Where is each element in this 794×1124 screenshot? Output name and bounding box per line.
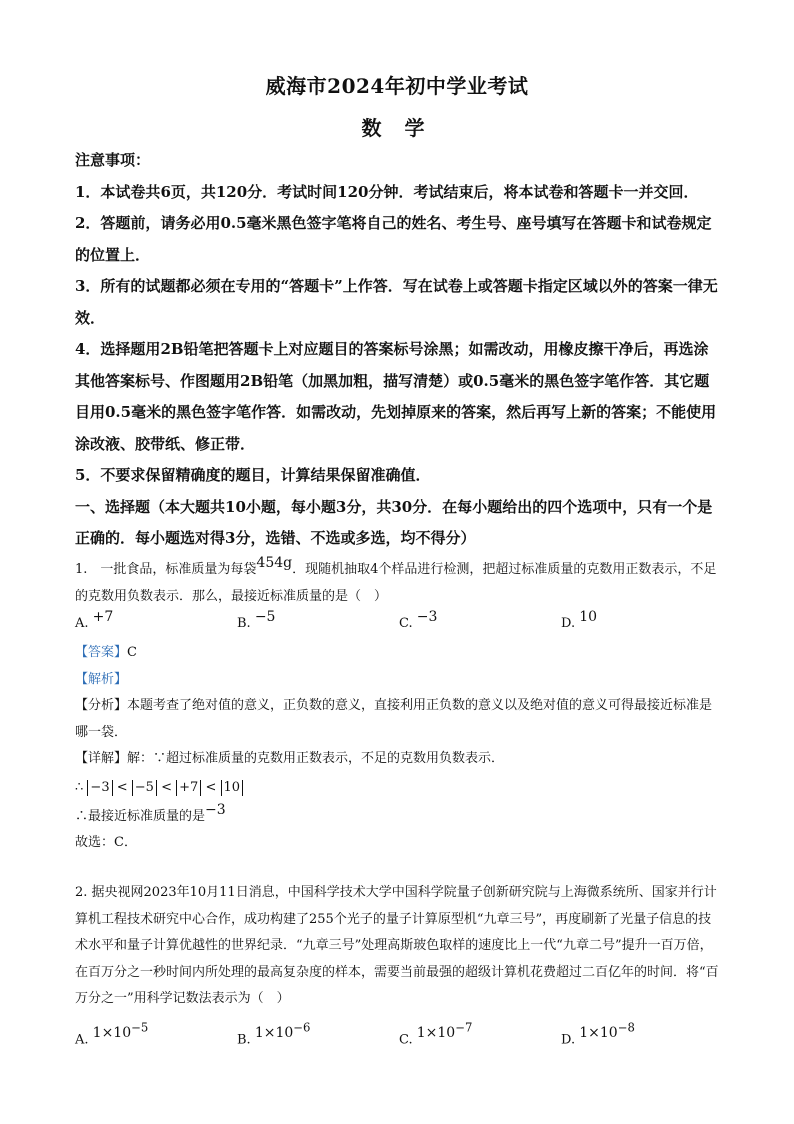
option-c: C. $1\times 10^{-7}$: [399, 1020, 473, 1048]
notice-item: 1．本试卷共6页，共120分．考试时间120分钟．考试结束后，将本试卷和答题卡一并交回．: [75, 182, 699, 201]
notice-heading: 注意事项：: [75, 151, 151, 169]
section-heading: 一、选择题（本大题共10小题，每小题3分，共30分．在每小题给出的四个选项中，只有一个是正确的．每小题选对得3分，选错、不选或多选，均不得分）: [75, 497, 713, 547]
analysis-label: 【解析】: [75, 671, 128, 687]
option-b: B. −5: [237, 609, 276, 631]
question-1-options: [75, 610, 721, 640]
answer-line: 【答案】C: [75, 645, 137, 660]
question-2-options: [75, 1021, 721, 1051]
exam-title: 威海市2024年初中学业考试: [265, 74, 529, 98]
exam-subject: 数 学: [361, 116, 433, 140]
option-b: B. $1\times 10^{-6}$: [237, 1020, 311, 1048]
notice-item: 5．不要求保留精确度的题目，计算结果保留准确值．: [75, 466, 431, 484]
option-a: A. $1\times 10^{-5}$: [75, 1020, 149, 1048]
detail-line: 【详解】解：∵超过标准质量的克数用正数表示，不足的克数用负数表示．: [75, 751, 505, 766]
question-1: [75, 556, 721, 857]
option-d: D. $1\times 10^{-8}$: [561, 1020, 635, 1048]
question-2-stem: 2. 据央视网2023年10月11日消息，中国科学技术大学中国科学院量子创新研究院与上海微系统所、国家并行计算机工程技术研究中心合作，成功构建了255个光子的量子计算原型机“九章三号”，再度刷新了光量子信息的技术水平和量子计算优越性的世界纪录．“九章三号”处理高斯玻色取样的速度比上一代“九章二号”提升一百万倍，在百万分之一秒时间内所处理的最高复杂度的样本，需要当前最强的超级计算机花费超过二百亿年的时间．将“百万分之一”用科学记数法表示为（ ）: [75, 885, 719, 1006]
standard-mass: 454g: [256, 555, 293, 571]
option-c: C. −3: [399, 609, 438, 631]
option-d: D. 10: [561, 609, 598, 631]
abs-comparison: ∴ −3 < −5 < +7 < 10: [75, 773, 721, 803]
notice-item: 4．选择题用2B铅笔把答题卡上对应题目的答案标号涂黑；如需改动，用橡皮擦干净后，再选涂其他答案标号、作图题用2B铅笔（加黑加粗，描写清楚）或0.5毫米的黑色签字笔作答．其它题目用0.5毫米的黑色签字笔作答．如需改动，先划掉原来的答案，然后再写上新的答案；不能使用涂改液、胶带纸、修正带．: [75, 340, 717, 453]
question-1-stem: 1. 一批食品，标准质量为每袋454g．现随机抽取4个样品进行检测，把超过标准质量的克数用正数表示，不足的克数用负数表示．那么，最接近标准质量的是（ ）: [75, 555, 717, 604]
question-2: [75, 880, 721, 1051]
notice-item: 2．答题前，请务必用0.5毫米黑色签字笔将自己的姓名、考生号、座号填写在答题卡和试卷规定的位置上．: [75, 214, 712, 264]
notice-item: 3．所有的试题都必须在专用的“答题卡”上作答．写在试卷上或答题卡指定区域以外的答案一律无效．: [75, 277, 718, 327]
fenxi-line: 【分析】本题考查了绝对值的意义，正负数的意义，直接利用正负数的意义以及绝对值的意义可得最接近标准是哪一袋．: [75, 698, 713, 740]
option-a: A. +7: [75, 609, 114, 631]
choose-line: 故选：C．: [75, 835, 137, 850]
notice-section: [75, 145, 721, 555]
conclusion-line: ∴最接近标准质量的是−3: [75, 801, 226, 824]
